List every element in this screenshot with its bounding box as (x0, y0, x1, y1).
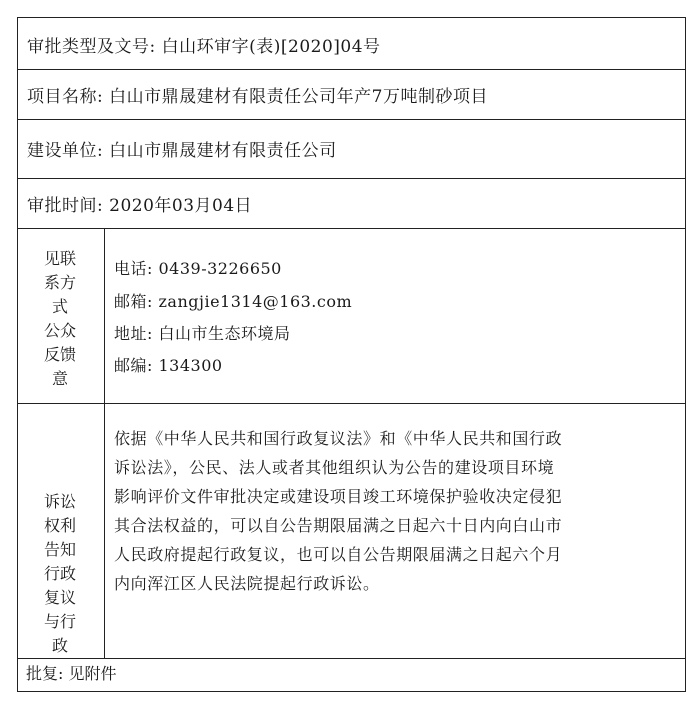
approval-number-row (18, 18, 685, 70)
builder-unit: 建设单位: 白山市鼎晟建材有限责任公司 (27, 141, 337, 161)
contact-postcode: 邮编: 134300 (114, 356, 223, 375)
feedback-label: 见联 系方 式 公众 反馈 意 (43, 249, 76, 388)
approval-time-row (18, 179, 685, 229)
feedback-row (18, 229, 685, 404)
rights-paragraph: 依据《中华人民共和国行政复议法》和《中华人民共和国行政 诉讼法》，公民、法人或者其他组织认为公告的建设项目环境 影响评价文件审批决定或建设项目竣工环境保护验收决定侵犯 其合法权益的，可以自公告期限届满之日起六十日内向白山市 人民政府提起行政复议，也可以自公告期限届满之日起六个月 内向浑江区人民法院提起行政诉讼。 (114, 429, 563, 593)
project-name: 项目名称: 白山市鼎晟建材有限责任公司年产7万吨制砂项目 (27, 87, 488, 107)
builder-row (18, 120, 685, 179)
reply-text: 批复: 见附件 (26, 664, 117, 683)
approval-number: 审批类型及文号: 白山环审字(表)[2020]04号 (27, 37, 381, 57)
contact-phone: 电话: 0439-3226650 (114, 259, 282, 278)
contact-email: 邮箱: zangjie1314@163.com (114, 292, 353, 311)
contact-address: 地址: 白山市生态环境局 (114, 324, 291, 343)
approval-notice-table (17, 17, 686, 692)
rights-label: 诉讼 权利 告知 行政 复议 与行 政 (43, 492, 76, 655)
project-name-row (18, 70, 685, 120)
feedback-label-cell (18, 229, 105, 403)
rights-row (18, 404, 685, 659)
rights-text-cell (105, 404, 685, 658)
rights-label-cell (18, 404, 105, 658)
approval-time: 审批时间: 2020年03月04日 (27, 196, 253, 216)
reply-row (18, 659, 685, 691)
feedback-contact-cell (105, 229, 685, 403)
